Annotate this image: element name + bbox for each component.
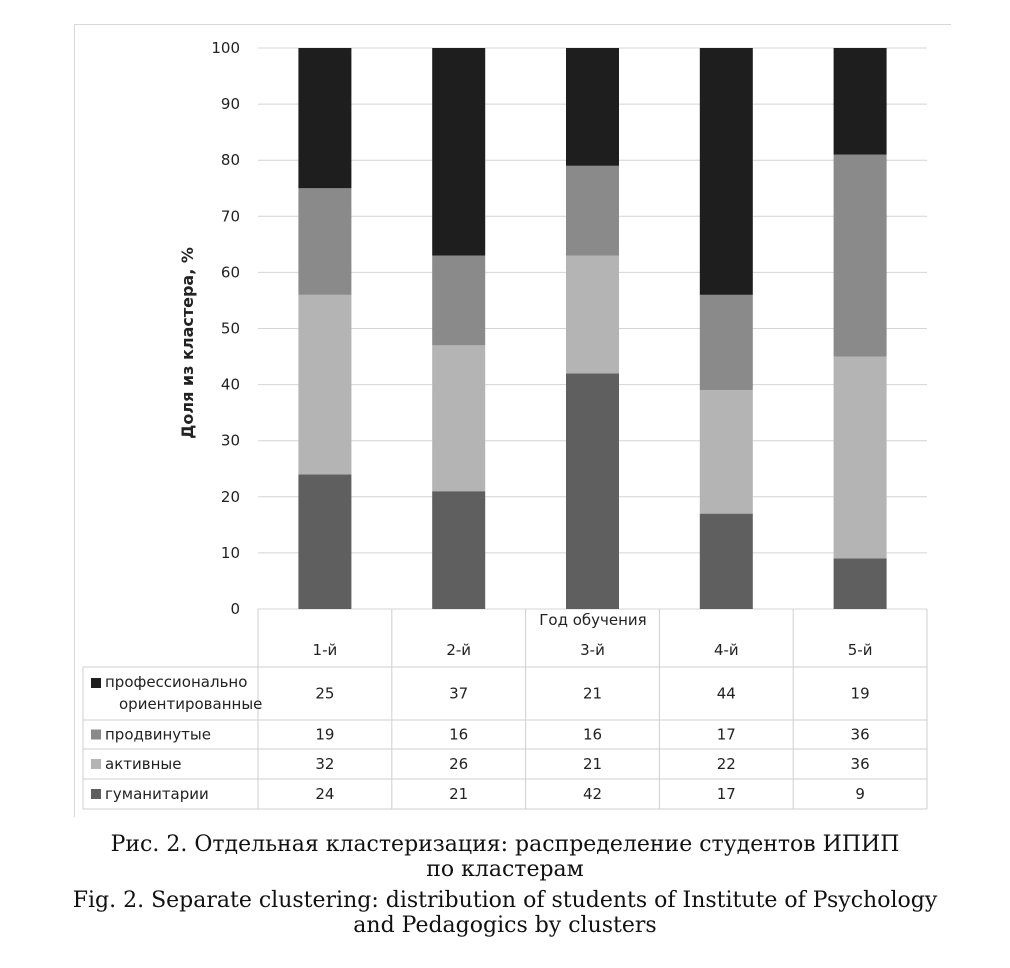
bar-segment (834, 559, 887, 609)
legend-swatch (91, 789, 101, 799)
data-value-label: 16 (582, 725, 603, 744)
bar-segment (834, 48, 887, 155)
y-tick-label: 10 (220, 543, 240, 562)
bar-segment (834, 155, 887, 357)
data-value-label: 19 (850, 684, 870, 703)
y-axis-ticks (211, 39, 240, 618)
figure-caption-en (0, 888, 1010, 938)
bar-segment (298, 295, 351, 475)
data-value-label: 44 (716, 684, 736, 703)
legend-label: активные (105, 755, 182, 773)
bar-segment (432, 256, 485, 346)
data-value-label: 25 (315, 684, 335, 703)
y-tick-label: 0 (230, 600, 240, 618)
data-value-label: 36 (850, 755, 870, 773)
legend-label: профессионально (105, 673, 248, 691)
bar-segment (566, 166, 619, 256)
y-tick-label: 30 (220, 431, 240, 450)
data-value-label: 17 (716, 785, 736, 803)
caption-ru-line-1: Рис. 2. Отдельная кластеризация: распределение студентов ИПИП (110, 832, 900, 857)
caption-en-line-1: Fig. 2. Separate clustering: distribution of students of Institute of Psychology (72, 888, 938, 913)
y-axis-label: Доля из кластера, % (178, 247, 197, 439)
data-value-label: 37 (449, 684, 469, 703)
bar-segment (298, 188, 351, 295)
bar-segment (700, 514, 753, 609)
legend-swatch (91, 678, 101, 688)
data-value-label: 17 (716, 725, 736, 744)
legend-label: гуманитарии (105, 785, 209, 803)
legend-label: ориентированные (119, 695, 263, 713)
bar-segment (700, 295, 753, 390)
figure-caption-ru (0, 832, 1010, 882)
data-value-label: 19 (315, 725, 335, 744)
category-label: 3-й (580, 641, 605, 659)
legend-label: продвинутые (105, 725, 211, 744)
y-tick-label: 80 (220, 151, 240, 170)
y-tick-label: 40 (220, 375, 240, 394)
category-label: 2-й (446, 641, 472, 659)
category-label: 5-й (847, 641, 873, 659)
data-value-label: 21 (582, 755, 603, 773)
bar-segment (566, 48, 619, 166)
bar-segment (700, 48, 753, 295)
chart-frame (74, 24, 951, 817)
data-value-label: 36 (850, 725, 870, 744)
caption-ru-line-2: по кластерам (426, 857, 584, 882)
data-value-label: 21 (582, 684, 603, 703)
bar-segment (566, 256, 619, 374)
data-value-label: 42 (582, 785, 603, 803)
legend-swatch (91, 730, 101, 740)
bar-segment (432, 491, 485, 609)
stacked-bar-chart (75, 25, 951, 817)
bar-segment (298, 474, 351, 609)
caption-en-line-2: and Pedagogics by clusters (353, 913, 657, 938)
bar-segment (432, 345, 485, 491)
data-value-label: 21 (449, 785, 469, 803)
category-label: 1-й (312, 641, 338, 659)
x-axis-label: Год обучения (539, 611, 647, 629)
data-value-label: 16 (449, 725, 469, 744)
y-tick-label: 50 (220, 319, 240, 338)
bar-segment (834, 357, 887, 559)
bar-segment (432, 48, 485, 256)
bar-segment (700, 390, 753, 513)
bar-segment (298, 48, 351, 188)
category-label: 4-й (713, 641, 739, 659)
y-tick-label: 60 (220, 263, 240, 282)
data-table (83, 609, 927, 809)
y-tick-label: 20 (220, 487, 240, 506)
data-value-label: 9 (855, 785, 865, 803)
y-tick-label: 70 (220, 207, 240, 226)
data-value-label: 32 (315, 755, 335, 773)
bar-segment (566, 373, 619, 609)
data-value-label: 22 (716, 755, 736, 773)
y-tick-label: 90 (220, 95, 240, 114)
y-tick-label: 100 (211, 39, 240, 57)
data-value-label: 24 (315, 785, 335, 803)
legend-swatch (91, 759, 101, 769)
data-value-label: 26 (449, 755, 469, 773)
